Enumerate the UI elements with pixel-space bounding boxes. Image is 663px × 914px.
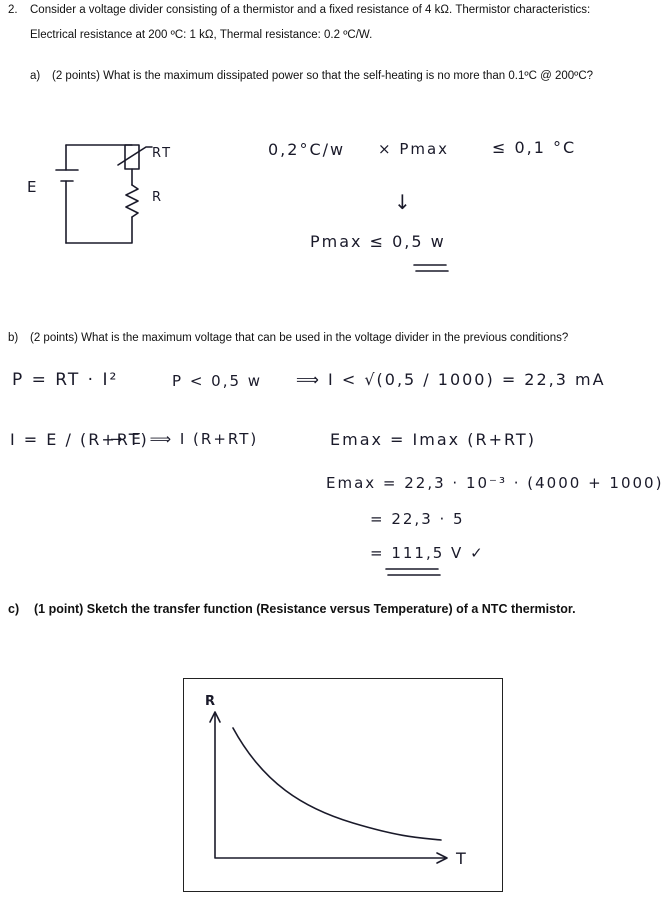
ntc-sketch xyxy=(183,678,503,892)
ntc-curve xyxy=(233,728,441,840)
part-b-emax-step: = 22,3 · 5 xyxy=(370,510,465,528)
part-b-emax-result: = 111,5 V ✓ xyxy=(370,544,485,562)
thermistor-symbol xyxy=(125,145,139,169)
circuit-resistor-label: R xyxy=(152,190,164,205)
part-b-emax-formula: Emax = Imax (R+RT) xyxy=(330,430,536,449)
thermistor-slash xyxy=(118,147,152,165)
part-b-current-limit: ⟹ I < √(0,5 / 1000) = 22,3 mA xyxy=(296,370,606,389)
part-b-result-underline xyxy=(384,566,444,578)
circuit-thermistor-label: RT xyxy=(152,146,173,161)
part-b-power-formula: P = RT · I² xyxy=(12,370,119,390)
part-b-current-formula: I = E / (R+RT) xyxy=(10,430,149,449)
problem-intro-line1: Consider a voltage divider consisting of a thermistor and a fixed resistance of 4 kΩ. Thermistor characteristics: xyxy=(30,4,591,16)
part-b-label: b) xyxy=(8,332,19,344)
part-a-question: (2 points) What is the maximum dissipated power so that the self-heating is no more than 0.1ºC @ 200ºC? xyxy=(52,70,594,82)
part-a-eq-mid: × Pmax xyxy=(378,140,450,158)
problem-intro-line2: Electrical resistance at 200 ºC: 1 kΩ, Thermal resistance: 0.2 ºC/W. xyxy=(30,29,373,41)
part-a-eq-rhs: ≤ 0,1 °C xyxy=(492,138,577,157)
problem-number: 2. xyxy=(8,4,18,16)
circuit-source-label: E xyxy=(27,178,39,196)
resistor-symbol xyxy=(126,185,138,217)
part-c-question: (1 point) Sketch the transfer function (Resistance versus Temperature) of a NTC thermistor. xyxy=(34,602,576,616)
circuit-wire-bottom xyxy=(66,217,132,243)
part-a-eq-lhs: 0,2°C/w xyxy=(268,140,346,159)
part-a-arrow: ↓ xyxy=(394,190,413,214)
part-b-voltage-relation: → E ⟹ I (R+RT) xyxy=(110,430,259,448)
part-a-label: a) xyxy=(30,70,41,82)
part-a-result-underline xyxy=(412,262,452,274)
part-b-question: (2 points) What is the maximum voltage that can be used in the voltage divider in the previous conditions? xyxy=(30,332,569,344)
part-c-label: c) xyxy=(8,602,20,616)
part-b-emax-substitution: Emax = 22,3 · 10⁻³ · (4000 + 1000) xyxy=(326,474,663,492)
part-b-power-limit: P < 0,5 w xyxy=(172,372,263,390)
sketch-y-label: R xyxy=(205,694,218,709)
circuit-diagram xyxy=(20,125,200,265)
sketch-x-label: T xyxy=(456,849,468,868)
part-a-result: Pmax ≤ 0,5 w xyxy=(310,232,446,251)
